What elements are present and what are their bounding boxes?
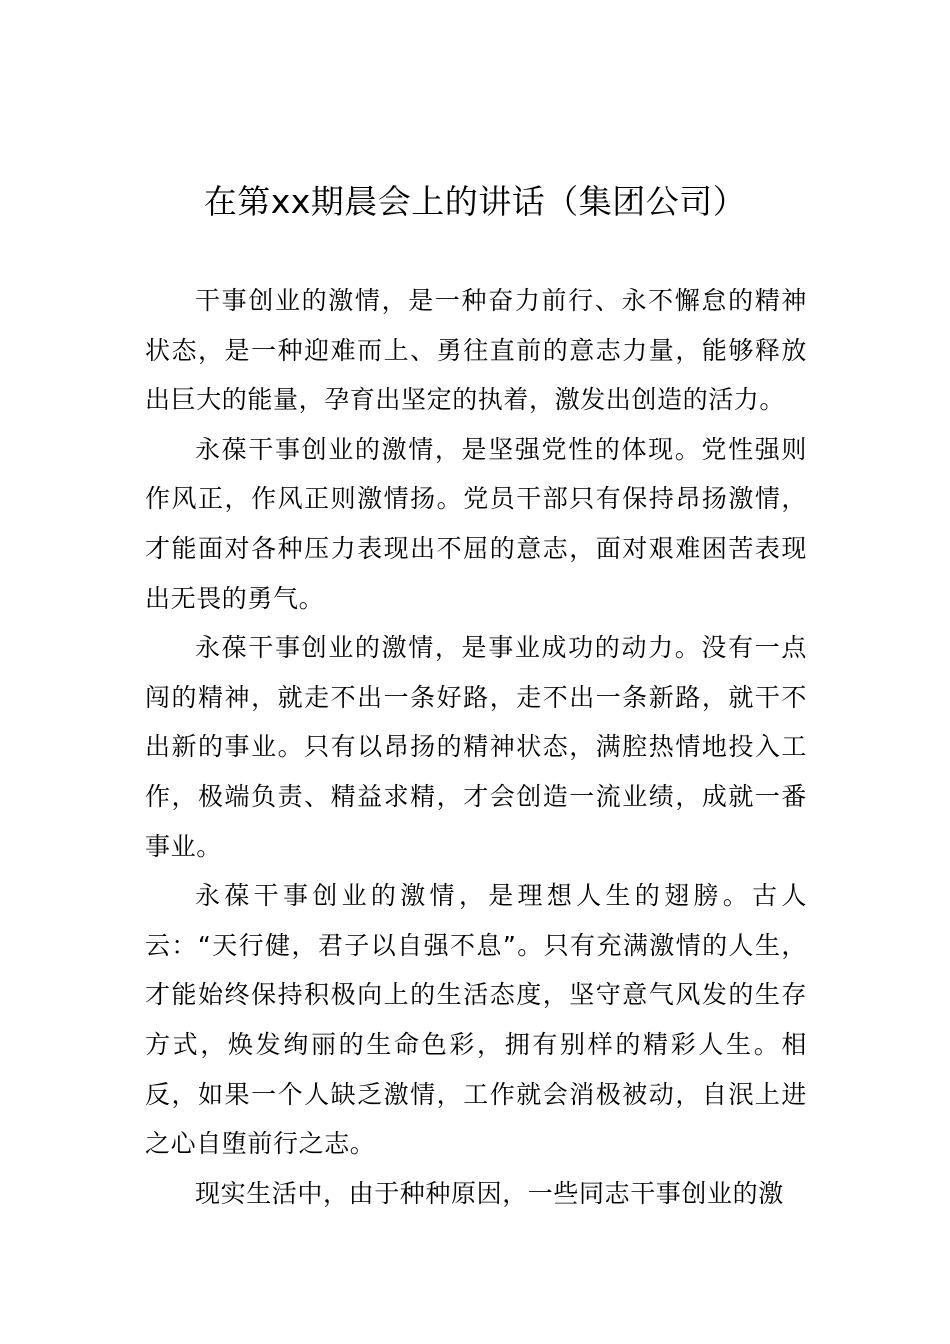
paragraph: 永葆干事创业的激情，是事业成功的动力。没有一点闯的精神，就走不出一条好路，走不出一条新路，就干不出新的事业。只有以昂扬的精神状态，满腔热情地投入工作，极端负责、精益求精，才会创造一流业绩，成就一番事业。 <box>145 633 807 861</box>
paragraph: 现实生活中，由于种种原因，一些同志干事创业的激 <box>195 1178 784 1208</box>
paragraph: 永葆干事创业的激情，是理想人生的翅膀。古人云：“天行健，君子以自强不息”。只有充满激情的人生，才能始终保持积极向上的生活态度，坚守意气风发的生存方式，焕发绚丽的生命色彩，拥有别样的精彩人生。相反，如果一个人缺乏激情，工作就会消极被动，自泯上进之心自堕前行之志。 <box>145 881 807 1159</box>
document-body <box>145 276 807 1218</box>
paragraph: 永葆干事创业的激情，是坚强党性的体现。党性强则作风正，作风正则激情扬。党员干部只有保持昂扬激情，才能面对各种压力表现出不屈的意志，面对艰难困苦表现出无畏的勇气。 <box>145 434 807 613</box>
document-title: 在第xx期晨会上的讲话（集团公司） <box>203 182 747 221</box>
paragraph: 干事创业的激情，是一种奋力前行、永不懈怠的精神状态，是一种迎难而上、勇往直前的意志力量，能够释放出巨大的能量，孕育出坚定的执着，激发出创造的活力。 <box>145 286 807 415</box>
